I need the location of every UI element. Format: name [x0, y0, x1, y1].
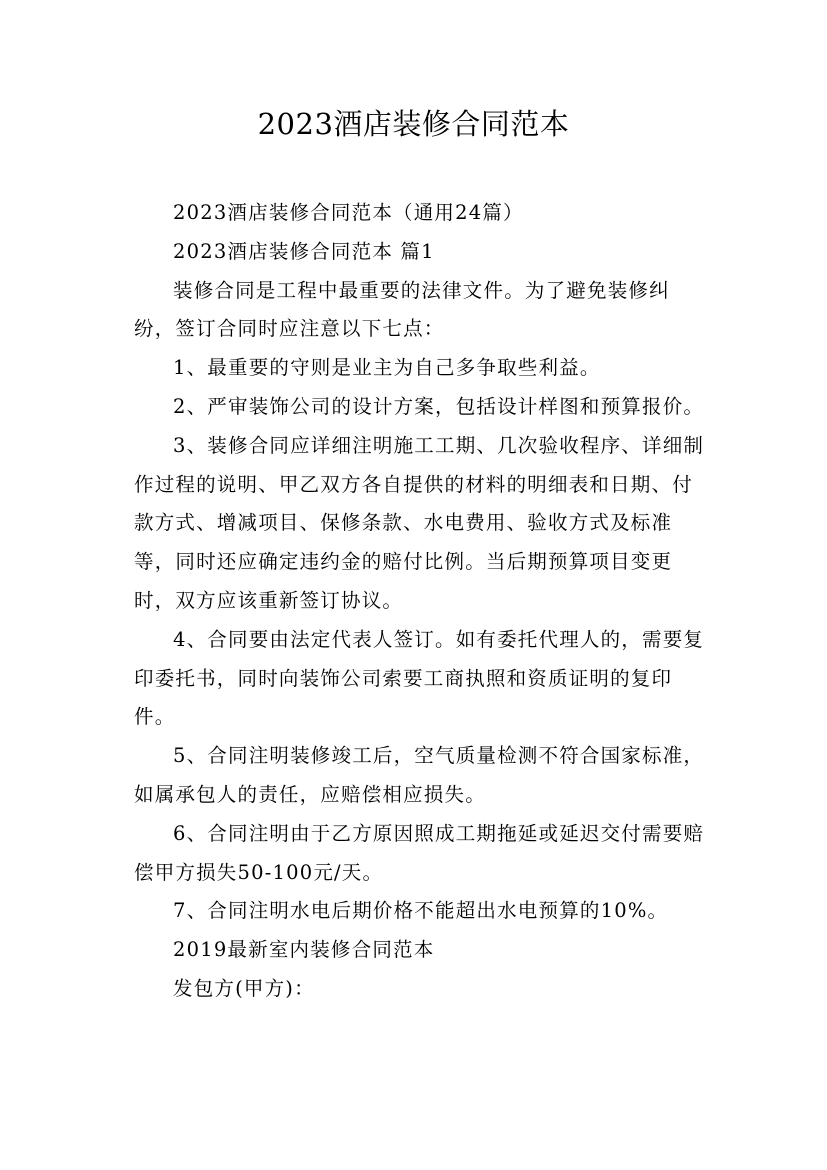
document-title: 2023酒店装修合同范本: [257, 107, 570, 141]
document-body: [134, 194, 706, 1009]
paragraph-party-a: 发包方(甲方)：: [173, 976, 315, 1000]
paragraph-template-title: 2019最新室内装修合同范本: [173, 938, 435, 962]
paragraph-overview: 装修合同是工程中最重要的法律文件。为了避免装修纠纷，签订合同时应注意以下七点：: [134, 278, 670, 341]
paragraph-point-2: 2、严审装饰公司的设计方案，包括设计样图和预算报价。: [173, 394, 705, 418]
paragraph-point-1: 1、最重要的守则是业主为自己多争取些利益。: [173, 356, 601, 380]
paragraph-point-4: 4、合同要由法定代表人签订。如有委托代理人的，需要复印委托书，同时向装饰公司索要工商执照和资质证明的复印件。: [134, 627, 705, 729]
paragraph-intro-title: 2023酒店装修合同范本（通用24篇）: [173, 201, 524, 224]
paragraph-point-5: 5、合同注明装修竣工后，空气质量检测不符合国家标准，如属承包人的责任，应赔偿相应损失。: [134, 744, 705, 806]
paragraph-point-6: 6、合同注明由于乙方原因照成工期拖延或延迟交付需要赔偿甲方损失50-100元/天。: [134, 821, 705, 884]
paragraph-point-3: 3、装修合同应详细注明施工工期、几次验收程序、详细制作过程的说明、甲乙双方各自提供的材料的明细表和日期、付款方式、增减项目、保修条款、水电费用、验收方式及标准等，同时还应确定违约金的赔付比例。当后期预算项目变更时，双方应该重新签订协议。: [134, 433, 705, 612]
paragraph-point-7: 7、合同注明水电后期价格不能超出水电预算的10%。: [173, 899, 669, 923]
paragraph-section-heading: 2023酒店装修合同范本 篇1: [173, 239, 435, 263]
